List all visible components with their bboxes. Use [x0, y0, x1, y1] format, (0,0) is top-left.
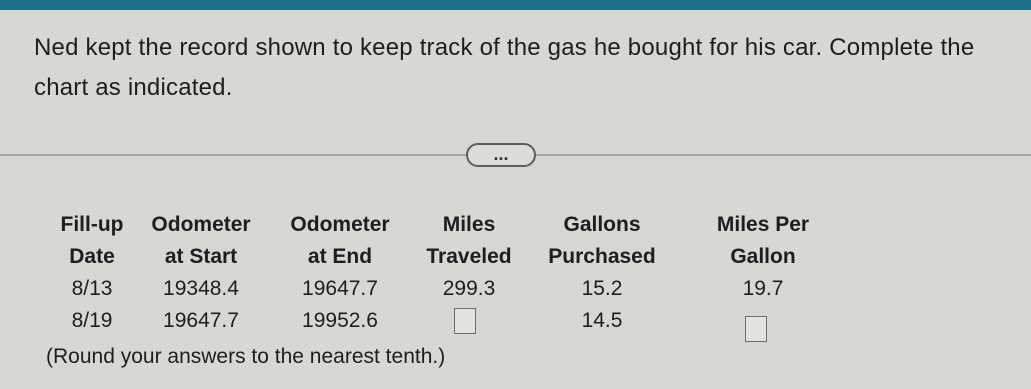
row2-gallons: 14.5	[581, 309, 623, 332]
header-odometer-start-line1: Odometer	[151, 213, 251, 236]
gas-record-table	[0, 210, 1031, 330]
header-odometer-start-line2: at Start	[164, 245, 238, 268]
row1-miles-traveled: 299.3	[442, 277, 496, 300]
header-mpg-line1: Miles Per	[716, 213, 810, 236]
header-gallons-line2: Purchased	[548, 245, 656, 268]
header-odometer-end-line1: Odometer	[290, 213, 390, 236]
row2-odometer-start: 19647.7	[163, 309, 239, 332]
header-miles-line1: Miles	[442, 213, 496, 236]
row1-mpg: 19.7	[742, 277, 784, 300]
header-fillup-line2: Date	[69, 245, 115, 268]
header-fillup-line1: Fill-up	[60, 213, 124, 236]
miles-traveled-answer-input[interactable]	[454, 308, 476, 334]
row2-date: 8/19	[71, 309, 113, 332]
row1-date: 8/13	[71, 277, 113, 300]
question-text: Ned kept the record shown to keep track of the gas he bought for his car. Complete the chart as indicated.	[34, 34, 975, 101]
row1-odometer-end: 19647.7	[302, 277, 378, 300]
header-odometer-end-line2: at End	[307, 245, 373, 268]
rounding-note: (Round your answers to the nearest tenth.)	[46, 345, 446, 368]
top-accent-bar	[0, 0, 1031, 10]
row1-odometer-start: 19348.4	[163, 277, 239, 300]
row1-gallons: 15.2	[581, 277, 623, 300]
expand-more-button[interactable]: ...	[466, 143, 536, 167]
header-mpg-line2: Gallon	[730, 245, 796, 268]
row2-odometer-end: 19952.6	[302, 309, 378, 332]
mpg-answer-input[interactable]	[745, 316, 767, 342]
header-gallons-line1: Gallons	[563, 213, 641, 236]
header-miles-line2: Traveled	[426, 245, 512, 268]
